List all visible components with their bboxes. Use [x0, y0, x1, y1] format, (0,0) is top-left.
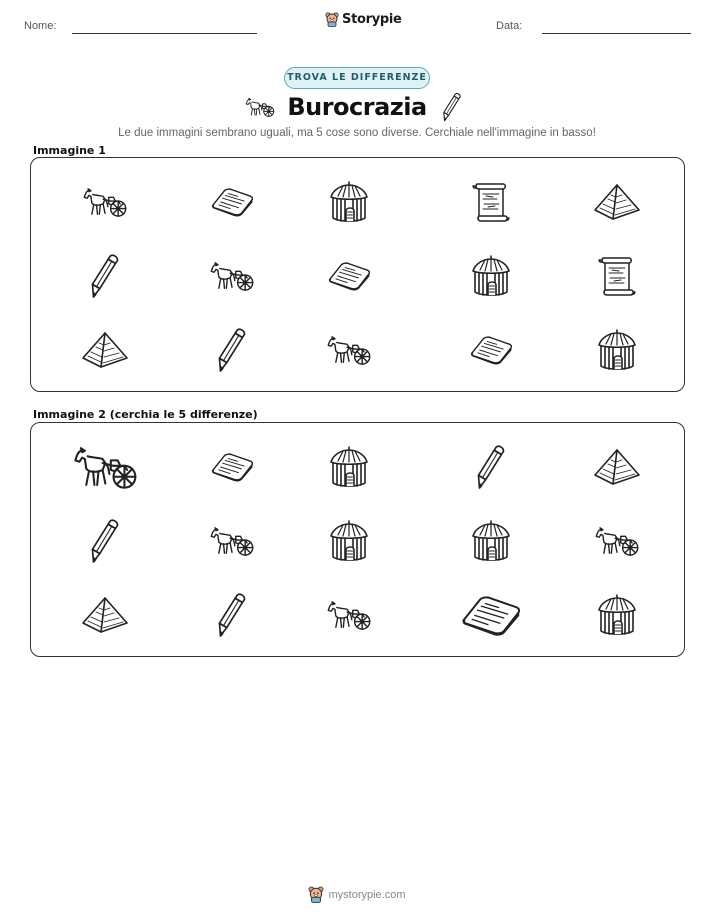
hut-icon[interactable]: [327, 444, 371, 490]
tablet-icon: [325, 260, 373, 292]
tablet-icon: [208, 186, 256, 218]
page-title: Burocrazia: [287, 93, 427, 121]
date-label: Data:: [496, 20, 523, 32]
pyramid-icon[interactable]: [81, 595, 129, 635]
chariot-icon: [209, 260, 255, 292]
image1-label: Immagine 1: [33, 144, 106, 157]
pencil-icon: [89, 253, 121, 299]
chariot-icon[interactable]: [72, 444, 139, 490]
pyramid-icon: [81, 330, 129, 370]
hut-icon: [327, 179, 371, 225]
name-label: Nome:: [24, 20, 57, 32]
name-field-line[interactable]: [72, 33, 257, 34]
pyramid-icon[interactable]: [593, 447, 641, 487]
activity-type-badge: TROVA LE DIFFERENZE: [284, 67, 430, 89]
pencil-icon[interactable]: [475, 444, 507, 490]
date-field-line[interactable]: [542, 33, 691, 34]
pencil-icon[interactable]: [216, 592, 248, 638]
tablet-icon: [467, 334, 515, 366]
footer-site-link[interactable]: mystorypie.com: [328, 888, 406, 901]
chariot-icon[interactable]: [594, 525, 640, 557]
image1-panel: [30, 157, 685, 392]
tablet-icon[interactable]: [457, 593, 524, 638]
chariot-icon[interactable]: [209, 525, 255, 557]
image2-label: Immagine 2 (cerchia le 5 differenze): [33, 408, 258, 421]
image2-panel[interactable]: [30, 422, 685, 657]
instructions-text: Le due immagini sembrano uguali, ma 5 cose sono diverse. Cerchiale nell'immagine in basso!: [118, 127, 596, 139]
bear-mascot-icon: [325, 12, 339, 27]
chariot-icon: [82, 186, 128, 218]
hut-icon[interactable]: [595, 592, 639, 638]
brand-name: Storypie: [342, 12, 402, 27]
chariot-icon[interactable]: [326, 599, 372, 631]
hut-icon[interactable]: [327, 518, 371, 564]
tablet-icon[interactable]: [208, 451, 256, 483]
scroll-icon: [471, 180, 511, 224]
pencil-icon[interactable]: [89, 518, 121, 564]
hut-icon: [469, 253, 513, 299]
scroll-icon: [597, 254, 637, 298]
hut-icon[interactable]: [469, 518, 513, 564]
hut-icon: [595, 327, 639, 373]
footer: [0, 886, 714, 903]
bear-mascot-icon: [308, 886, 324, 903]
pyramid-icon: [593, 182, 641, 222]
pencil-icon: [216, 327, 248, 373]
pencil-icon: [440, 92, 464, 126]
chariot-icon: [326, 334, 372, 366]
storypie-logo: [325, 12, 402, 27]
